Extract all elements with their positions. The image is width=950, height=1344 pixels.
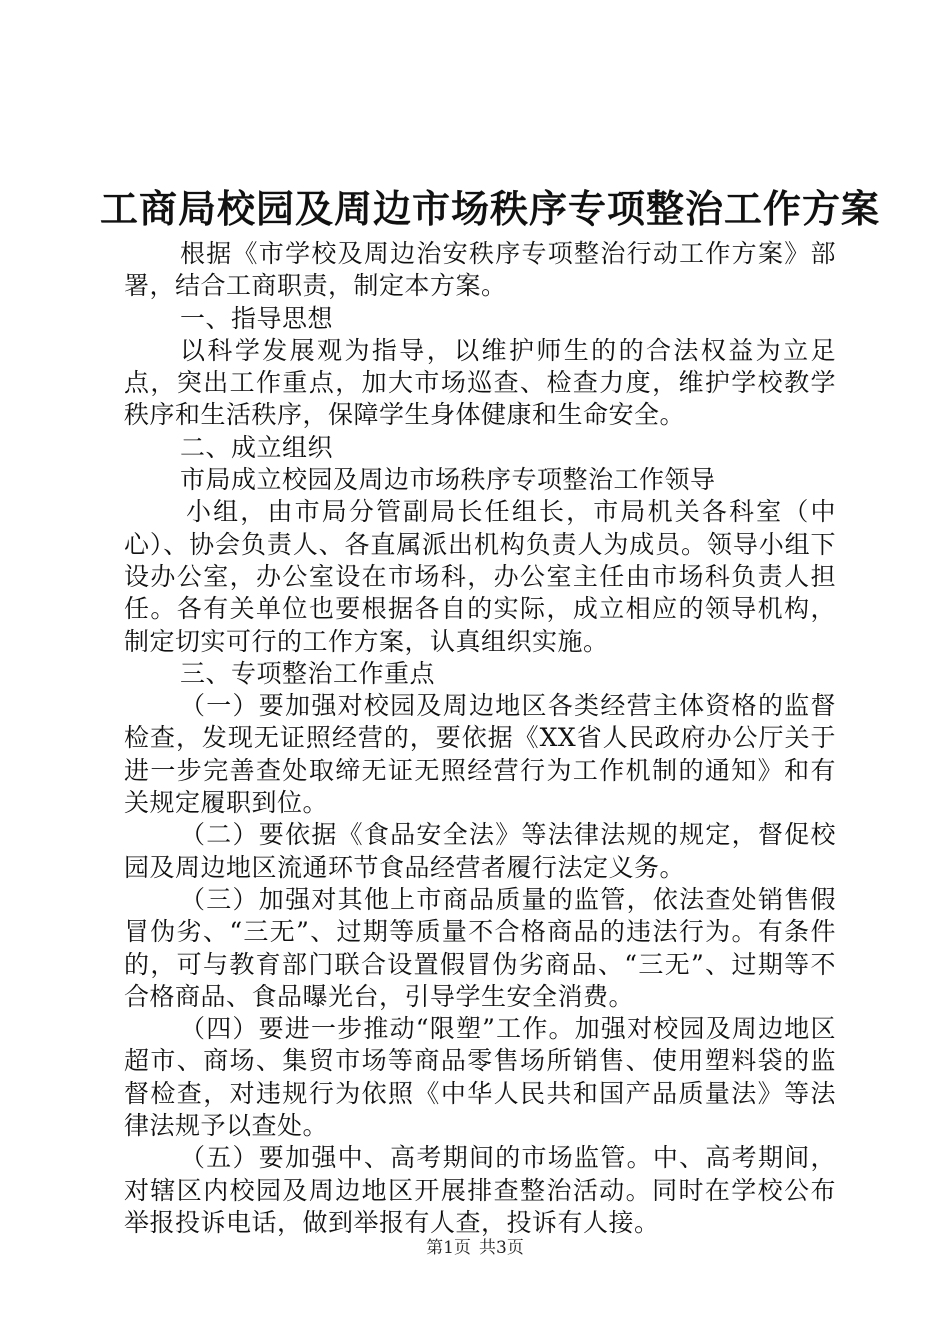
page-total: 共3页 [479, 1238, 524, 1258]
organization-paragraph: 小组，由市局分管副局长任组长，市局机关各科室（中心）、协会负责人、各直属派出机构负责人为成员。领导小组下设办公室，办公室设在市场科，办公室主任由市场科负责人担任。各有关单位也要根据各自的实际，成立相应的领导机构，制定切实可行的工作方案，认真组织实施。 [124, 497, 836, 656]
key-work-item-4: （四）要进一步推动“限塑”工作。加强对校园及周边地区超市、商场、集贸市场等商品零售场所销售、使用塑料袋的监督检查，对违规行为依照《中华人民共和国产品质量法》等法律法规予以查处。 [124, 1014, 836, 1141]
page-number: 第1页 [426, 1238, 471, 1258]
guiding-thought-paragraph: 以科学发展观为指导，以维护师生的的合法权益为立足点，突出工作重点，加大市场巡查、检查力度，维护学校教学秩序和生活秩序，保障学生身体健康和生命安全。 [124, 335, 836, 430]
section-heading-key-work: 三、专项整治工作重点 [180, 658, 436, 688]
section-heading-organization: 二、成立组织 [180, 432, 334, 462]
key-work-item-3: （三）加强对其他上市商品质量的监管，依法查处销售假冒伪劣、“三无”、过期等质量不合格商品的违法行为。有条件的，可与教育部门联合设置假冒伪劣商品、“三无”、过期等不合格商品、食品曝光台，引导学生安全消费。 [124, 884, 836, 1011]
section-heading-guiding-thought: 一、指导思想 [180, 303, 334, 333]
document-body [124, 238, 836, 1239]
key-work-item-1: （一）要加强对校园及周边地区各类经营主体资格的监督检查，发现无证照经营的，要依据《XX省人民政府办公厅关于进一步完善查处取缔无证无照经营行为工作机制的通知》和有关规定履职到位。 [124, 691, 836, 818]
page-footer [0, 1236, 950, 1260]
key-work-item-5: （五）要加强中、高考期间的市场监管。中、高考期间，对辖区内校园及周边地区开展排查整治活动。同时在学校公布举报投诉电话，做到举报有人查，投诉有人接。 [124, 1143, 836, 1237]
document-title: 工商局校园及周边市场秩序专项整治工作方案 [100, 186, 881, 231]
intro-paragraph: 根据《市学校及周边治安秩序专项整治行动工作方案》部署，结合工商职责，制定本方案。 [124, 239, 836, 301]
organization-paragraph-lead: 市局成立校园及周边市场秩序专项整治工作领导 [180, 465, 716, 495]
key-work-item-2: （二）要依据《食品安全法》等法律法规的规定，督促校园及周边地区流通环节食品经营者履行法定义务。 [124, 820, 836, 882]
